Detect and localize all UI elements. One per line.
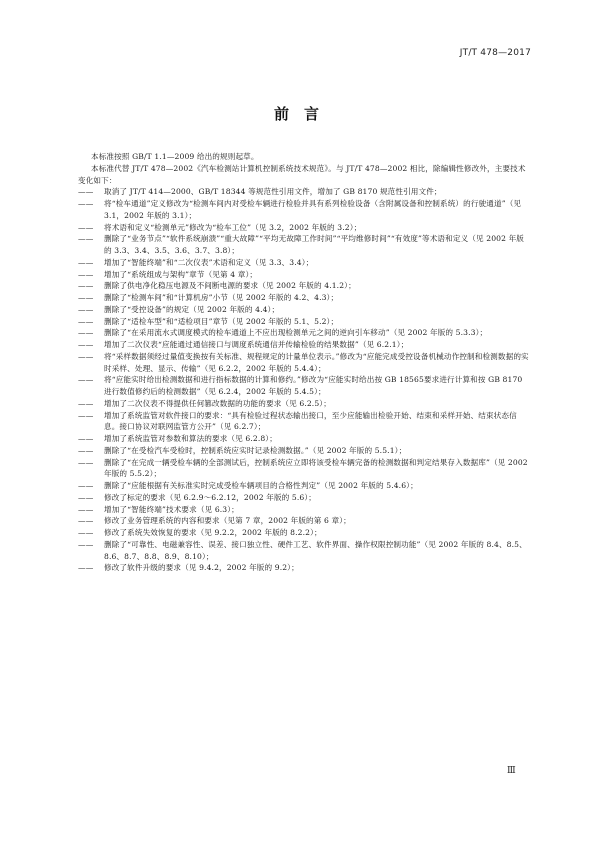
change-item [78,504,530,516]
change-item [78,527,530,539]
list-dash: —— [78,351,94,361]
list-dash: —— [78,222,94,232]
change-text: 删除了“受控设备”的规定（见 2002 年版的 4.4）； [104,304,280,314]
change-item [78,398,530,410]
change-text: 增加了二次仪表“应能通过通信接口与调度系统通信并传输检验的结果数据”（见 6.2.1）； [104,340,409,349]
change-item [78,351,530,375]
list-dash: —— [78,199,94,208]
change-item [78,562,530,574]
change-item [78,327,530,339]
change-text: 增加了二次仪表不得提供任何篡改数据的功能的要求（见 6.2.5）； [104,398,331,408]
change-text: 删除了“可靠性、电磁兼容性、误差、接口独立性、硬件工艺、软件界面、操作权限控制功能”（见 2002 年版的 8.4、8.5、8.6、8.7、8.8、8.9、8.10）； [104,539,527,561]
change-text: 将“应能实时给出检测数据和进行指标数据的计算和修约。”修改为“应能实时给出按 GB 18565要求进行计算和按 GB 8170 进行数值修约后的检测数据”（见 6.2.4，2002 年版的 5.4.5）； [104,375,523,396]
list-dash: —— [78,293,94,302]
change-item [78,410,530,434]
change-item [78,433,530,445]
list-dash: —— [78,539,94,549]
list-dash: —— [78,234,94,244]
document-body [78,151,530,574]
change-item [78,292,530,304]
change-list [78,186,530,574]
change-text: 删除了“检测车间”和“计算机房”小节（见 2002 年版的 4.2、4.3）； [104,293,339,302]
list-dash: —— [78,375,94,385]
list-dash: —— [78,398,94,408]
change-item [78,480,530,492]
change-text: 增加了“系统组成与架构”章节（见第 4 章）； [104,269,258,279]
list-dash: —— [78,563,94,573]
change-text: 删除了“应能根据有关标准实时完成受检车辆项目的合格性判定”（见 2002 年版的 5.4.6）； [104,481,418,490]
page-number: Ⅲ [507,766,516,776]
change-item [78,304,530,316]
change-item [78,457,530,481]
change-item [78,198,530,222]
change-text: 删除了“适检车型”和“适检项目”章节（见 2002 年版的 5.1、5.2）； [104,316,339,326]
change-item [78,339,530,351]
change-item [78,269,530,281]
change-item [78,539,530,563]
change-item [78,515,530,527]
change-text: 删除了“在受检汽车受检时，控制系统应实时记录检测数据。”（见 2002 年版的 5.5.1）； [104,445,407,455]
change-text: 取消了 JT/T 414—2000、GB/T 18344 等规范性引用文件，增加了 GB 8170 规范性引用文件； [104,187,442,197]
change-text: 增加了“智能终端”技术要求（见 6.3）； [104,504,239,514]
standard-code: JT/T 478—2017 [459,48,531,58]
list-dash: —— [78,328,94,338]
intro-paragraph-2: 本标准代替 JT/T 478—2002《汽车检测站计算机控制系统技术规范》。与 JT/T 478—2002 相比，除编辑性修改外，主要技术变化如下： [78,163,526,185]
change-text: 增加了系统监管对软件接口的要求：“具有检验过程状态输出接口，至少应能输出检验开始、结束和采样开始、结束状态信息。接口协议对联网监管方公开”（见 6.2.7）； [104,410,517,432]
change-item [78,492,530,504]
list-dash: —— [78,257,94,267]
change-text: 修改了业务管理系统的内容和要求（见第 7 章，2002 年版的第 6 章）； [104,516,351,526]
list-dash: —— [78,516,94,526]
change-item [78,445,530,457]
list-dash: —— [78,269,94,279]
change-text: 将“检车通道”定义修改为“检测车间内对受检车辆进行检验并具有系列检验设备（含附属设备和控制系统）的行驶通道”（见 3.1，2002 年版的 3.1）； [104,199,522,220]
change-text: 删除了“在完成一辆受检车辆的全部测试后，控制系统应立即将该受检车辆完备的检测数据和判定结果存入数据库”（见 2002 年版的 5.5.2）； [104,457,528,479]
change-item [78,316,530,328]
list-dash: —— [78,481,94,490]
change-item [78,374,530,398]
list-dash: —— [78,316,94,326]
intro-paragraph-1: 本标准按照 GB/T 1.1—2009 给出的规则起草。 [91,152,259,161]
page-title: 前 言 [273,105,319,123]
change-item [78,233,530,257]
list-dash: —— [78,187,94,197]
list-dash: —— [78,457,94,467]
list-dash: —— [78,410,94,420]
list-dash: —— [78,492,94,502]
change-text: 删除了供电净化稳压电源及不间断电源的要求（见 2002 年版的 4.1.2）； [104,281,356,291]
change-text: 修改了系统失效恢复的要求（见 9.2.2，2002 年版的 8.2.2）； [104,528,322,537]
change-text: 删除了“在采用流水式调度模式的检车通道上不应出现检测单元之间的逆向引车移动”（见 2002 年版的 5.3.3）； [104,328,488,338]
change-item [78,186,530,198]
change-item [78,222,530,234]
change-text: 修改了软件升级的要求（见 9.4.2，2002 年版的 9.2）； [104,563,299,573]
change-item [78,257,530,269]
change-text: 将“采样数据须经过量值变换按有关标准、规程规定的计量单位表示。”修改为“应能完成受控设备机械动作控制和检测数据的实时采样、处理、显示、传输”（见 6.2.2，2002 年版的 5.4.4）； [104,351,529,373]
list-dash: —— [78,445,94,455]
change-text: 增加了“智能终端”和“二次仪表”术语和定义（见 3.3、3.4）； [104,257,314,267]
change-text: 删除了“业务节点”“软件系统崩溃”“重大故障”“平均无故障工作时间”“平均维修时间”“有效度”等术语和定义（见 2002 年版的 3.3、3.4、3.5、3.6、3.7、3.8）； [104,234,525,255]
change-text: 将术语和定义“检测单元”修改为“检车工位”（见 3.2，2002 年版的 3.2）； [104,222,362,232]
list-dash: —— [78,434,94,443]
change-text: 增加了系统监管对参数和算法的要求（见 6.2.8）； [104,434,277,443]
change-text: 修改了标定的要求（见 6.2.9～6.2.12，2002 年版的 5.6）； [104,492,316,502]
list-dash: —— [78,504,94,514]
change-item [78,280,530,292]
list-dash: —— [78,304,94,314]
list-dash: —— [78,340,94,349]
list-dash: —— [78,528,94,537]
list-dash: —— [78,281,94,291]
